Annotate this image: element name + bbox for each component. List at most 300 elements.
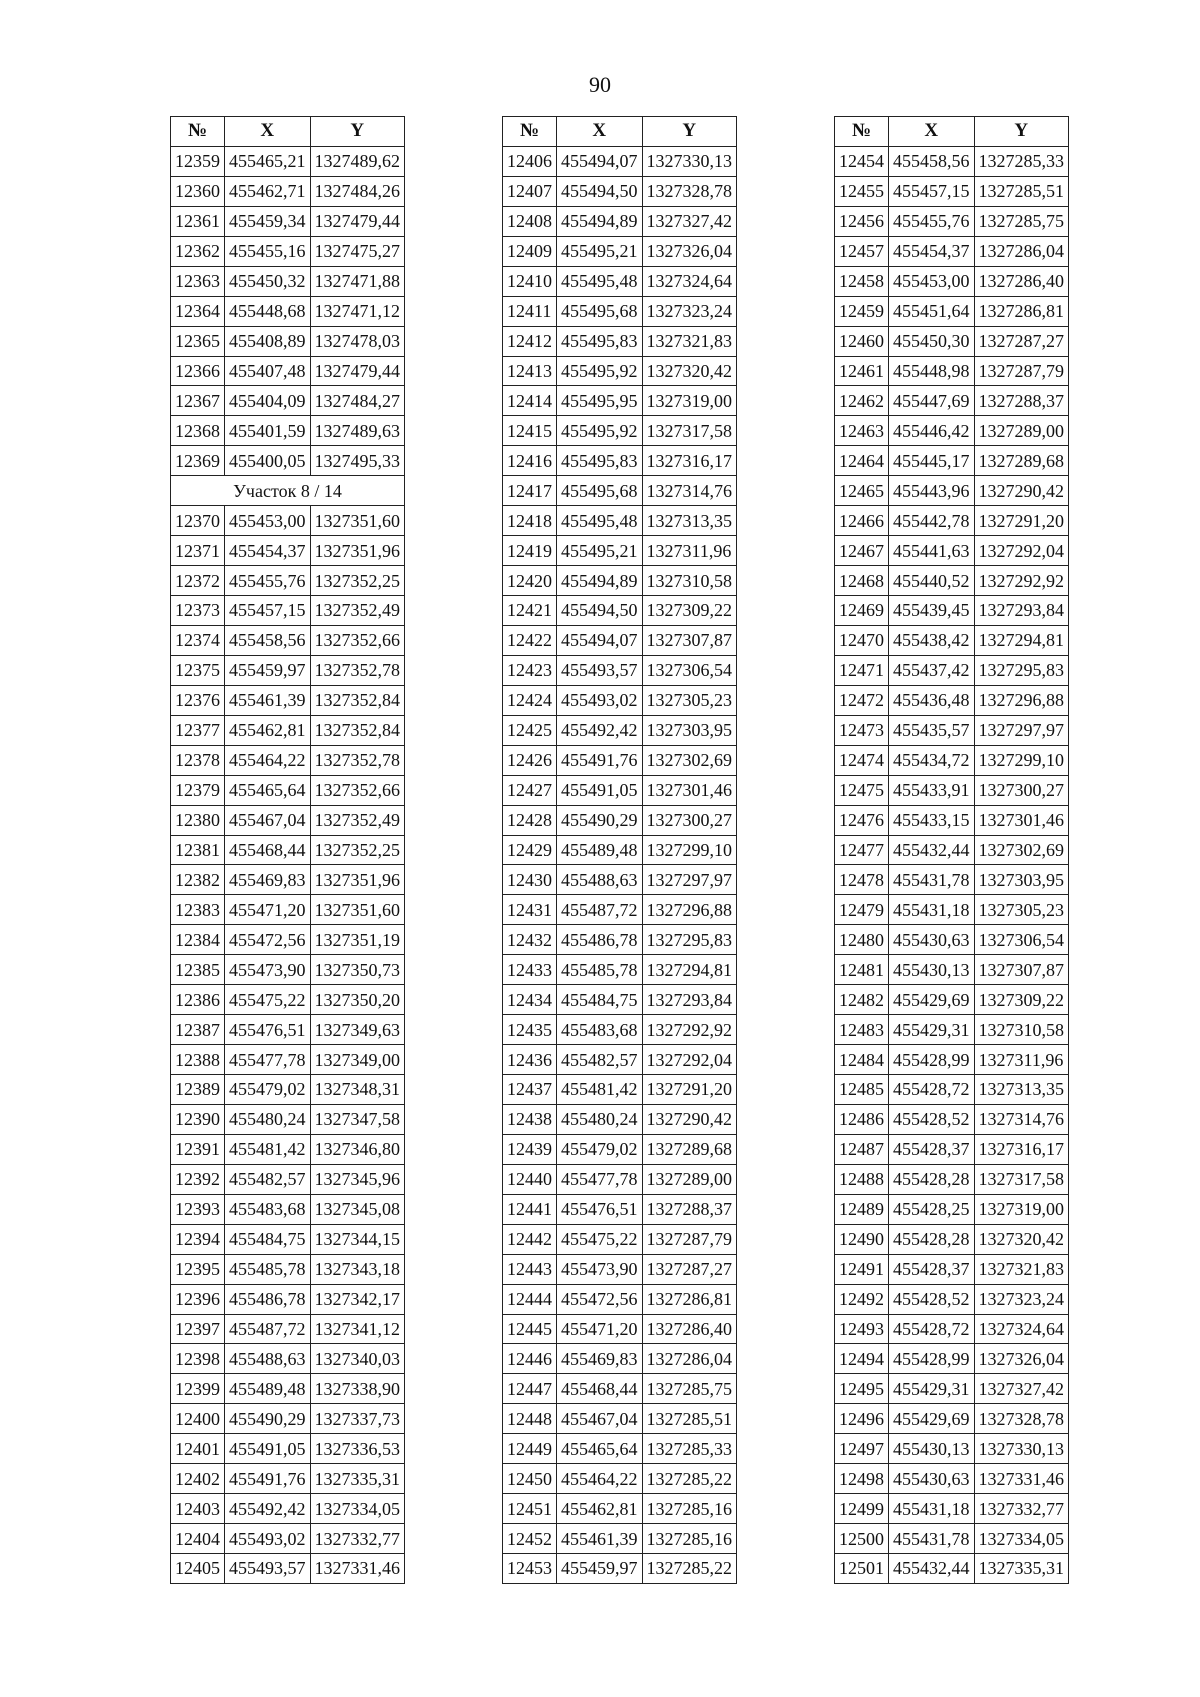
table-row	[171, 386, 405, 416]
table-row	[835, 476, 1069, 506]
header-number: №	[171, 117, 225, 147]
table-row	[503, 655, 737, 685]
table-row	[835, 1164, 1069, 1194]
y-coordinate-cell: 1327349,63	[310, 1015, 405, 1045]
x-coordinate-cell: 455462,81	[557, 1494, 643, 1524]
point-number-cell: 12482	[835, 985, 889, 1015]
x-coordinate-cell: 455429,69	[889, 985, 975, 1015]
point-number-cell: 12361	[171, 206, 225, 236]
y-coordinate-cell: 1327352,78	[310, 655, 405, 685]
x-coordinate-cell: 455430,13	[889, 1434, 975, 1464]
point-number-cell: 12388	[171, 1045, 225, 1075]
y-coordinate-cell: 1327326,04	[642, 236, 737, 266]
table-row	[835, 1464, 1069, 1494]
table-row	[171, 1494, 405, 1524]
table-row	[835, 1434, 1069, 1464]
x-coordinate-cell: 455491,76	[225, 1464, 311, 1494]
table-row	[503, 1254, 737, 1284]
point-number-cell: 12386	[171, 985, 225, 1015]
point-number-cell: 12360	[171, 176, 225, 206]
x-coordinate-cell: 455401,59	[225, 416, 311, 446]
table-row	[835, 236, 1069, 266]
x-coordinate-cell: 455453,00	[889, 266, 975, 296]
x-coordinate-cell: 455450,32	[225, 266, 311, 296]
table-row	[835, 835, 1069, 865]
y-coordinate-cell: 1327301,46	[974, 805, 1069, 835]
table-row	[503, 955, 737, 985]
point-number-cell: 12432	[503, 925, 557, 955]
y-coordinate-cell: 1327293,84	[642, 985, 737, 1015]
x-coordinate-cell: 455431,18	[889, 1494, 975, 1524]
y-coordinate-cell: 1327346,80	[310, 1134, 405, 1164]
x-coordinate-cell: 455471,20	[225, 895, 311, 925]
table-row	[503, 1224, 737, 1254]
y-coordinate-cell: 1327306,54	[974, 925, 1069, 955]
y-coordinate-cell: 1327301,46	[642, 775, 737, 805]
table-row	[503, 1374, 737, 1404]
table-row	[503, 536, 737, 566]
y-coordinate-cell: 1327286,81	[974, 296, 1069, 326]
y-coordinate-cell: 1327352,49	[310, 805, 405, 835]
table-row	[835, 596, 1069, 626]
point-number-cell: 12473	[835, 715, 889, 745]
table-row	[171, 236, 405, 266]
y-coordinate-cell: 1327292,04	[974, 536, 1069, 566]
x-coordinate-cell: 455492,42	[225, 1494, 311, 1524]
y-coordinate-cell: 1327349,00	[310, 1045, 405, 1075]
table-row	[503, 985, 737, 1015]
y-coordinate-cell: 1327479,44	[310, 206, 405, 236]
x-coordinate-cell: 455490,29	[557, 805, 643, 835]
y-coordinate-cell: 1327292,04	[642, 1045, 737, 1075]
table-row	[503, 625, 737, 655]
point-number-cell: 12484	[835, 1045, 889, 1075]
table-row	[171, 955, 405, 985]
point-number-cell: 12363	[171, 266, 225, 296]
table-row	[171, 835, 405, 865]
point-number-cell: 12398	[171, 1344, 225, 1374]
point-number-cell: 12454	[835, 146, 889, 176]
table-row	[171, 985, 405, 1015]
table-row	[835, 955, 1069, 985]
x-coordinate-cell: 455458,56	[889, 146, 975, 176]
point-number-cell: 12376	[171, 685, 225, 715]
x-coordinate-cell: 455457,15	[225, 596, 311, 626]
y-coordinate-cell: 1327287,79	[974, 356, 1069, 386]
point-number-cell: 12451	[503, 1494, 557, 1524]
table-row	[835, 356, 1069, 386]
table-header-row	[835, 117, 1069, 147]
y-coordinate-cell: 1327292,92	[642, 1015, 737, 1045]
x-coordinate-cell: 455495,48	[557, 266, 643, 296]
y-coordinate-cell: 1327309,22	[642, 596, 737, 626]
table-row	[835, 925, 1069, 955]
point-number-cell: 12415	[503, 416, 557, 446]
y-coordinate-cell: 1327338,90	[310, 1374, 405, 1404]
point-number-cell: 12463	[835, 416, 889, 446]
x-coordinate-cell: 455479,02	[557, 1134, 643, 1164]
table-row	[171, 895, 405, 925]
x-coordinate-cell: 455457,15	[889, 176, 975, 206]
table-row	[835, 775, 1069, 805]
x-coordinate-cell: 455494,50	[557, 176, 643, 206]
x-coordinate-cell: 455495,68	[557, 296, 643, 326]
table-row	[171, 1374, 405, 1404]
table-row	[503, 596, 737, 626]
table-row	[835, 1284, 1069, 1314]
y-coordinate-cell: 1327307,87	[974, 955, 1069, 985]
y-coordinate-cell: 1327294,81	[974, 625, 1069, 655]
x-coordinate-cell: 455400,05	[225, 446, 311, 476]
y-coordinate-cell: 1327319,00	[974, 1194, 1069, 1224]
x-coordinate-cell: 455495,92	[557, 416, 643, 446]
x-coordinate-cell: 455439,45	[889, 596, 975, 626]
table-row	[503, 506, 737, 536]
header-x: X	[557, 117, 643, 147]
table-row	[171, 1404, 405, 1434]
y-coordinate-cell: 1327286,04	[974, 236, 1069, 266]
y-coordinate-cell: 1327313,35	[974, 1075, 1069, 1105]
table-row	[503, 835, 737, 865]
point-number-cell: 12436	[503, 1045, 557, 1075]
table-row	[835, 176, 1069, 206]
point-number-cell: 12459	[835, 296, 889, 326]
table-header-row	[503, 117, 737, 147]
table-row	[503, 745, 737, 775]
x-coordinate-cell: 455482,57	[557, 1045, 643, 1075]
table-row	[171, 1314, 405, 1344]
x-coordinate-cell: 455428,72	[889, 1314, 975, 1344]
table-row	[171, 446, 405, 476]
y-coordinate-cell: 1327300,27	[642, 805, 737, 835]
x-coordinate-cell: 455495,68	[557, 476, 643, 506]
y-coordinate-cell: 1327286,04	[642, 1344, 737, 1374]
y-coordinate-cell: 1327285,33	[974, 146, 1069, 176]
point-number-cell: 12368	[171, 416, 225, 446]
y-coordinate-cell: 1327351,60	[310, 895, 405, 925]
y-coordinate-cell: 1327289,68	[974, 446, 1069, 476]
y-coordinate-cell: 1327350,73	[310, 955, 405, 985]
point-number-cell: 12449	[503, 1434, 557, 1464]
table-row	[503, 1015, 737, 1045]
point-number-cell: 12501	[835, 1554, 889, 1584]
x-coordinate-cell: 455493,02	[225, 1524, 311, 1554]
table-row	[835, 1254, 1069, 1284]
x-coordinate-cell: 455453,00	[225, 506, 311, 536]
y-coordinate-cell: 1327345,96	[310, 1164, 405, 1194]
x-coordinate-cell: 455434,72	[889, 745, 975, 775]
y-coordinate-cell: 1327285,16	[642, 1524, 737, 1554]
point-number-cell: 12389	[171, 1075, 225, 1105]
x-coordinate-cell: 455404,09	[225, 386, 311, 416]
table-row	[835, 1015, 1069, 1045]
table-row	[835, 625, 1069, 655]
x-coordinate-cell: 455477,78	[557, 1164, 643, 1194]
x-coordinate-cell: 455462,81	[225, 715, 311, 745]
table-row	[503, 805, 737, 835]
y-coordinate-cell: 1327316,17	[642, 446, 737, 476]
point-number-cell: 12419	[503, 536, 557, 566]
x-coordinate-cell: 455428,99	[889, 1045, 975, 1075]
point-number-cell: 12439	[503, 1134, 557, 1164]
x-coordinate-cell: 455461,39	[557, 1524, 643, 1554]
point-number-cell: 12431	[503, 895, 557, 925]
point-number-cell: 12447	[503, 1374, 557, 1404]
y-coordinate-cell: 1327342,17	[310, 1284, 405, 1314]
y-coordinate-cell: 1327324,64	[974, 1314, 1069, 1344]
point-number-cell: 12498	[835, 1464, 889, 1494]
x-coordinate-cell: 455461,39	[225, 685, 311, 715]
x-coordinate-cell: 455483,68	[225, 1194, 311, 1224]
table-row	[171, 1224, 405, 1254]
point-number-cell: 12492	[835, 1284, 889, 1314]
point-number-cell: 12384	[171, 925, 225, 955]
point-number-cell: 12392	[171, 1164, 225, 1194]
y-coordinate-cell: 1327289,00	[642, 1164, 737, 1194]
x-coordinate-cell: 455438,42	[889, 625, 975, 655]
y-coordinate-cell: 1327313,35	[642, 506, 737, 536]
x-coordinate-cell: 455491,05	[557, 775, 643, 805]
point-number-cell: 12446	[503, 1344, 557, 1374]
point-number-cell: 12485	[835, 1075, 889, 1105]
point-number-cell: 12382	[171, 865, 225, 895]
table-row	[171, 1344, 405, 1374]
point-number-cell: 12424	[503, 685, 557, 715]
table-row	[503, 236, 737, 266]
table-row	[503, 1314, 737, 1344]
point-number-cell: 12423	[503, 655, 557, 685]
table-row	[835, 715, 1069, 745]
table-row	[171, 1045, 405, 1075]
table-row	[171, 1524, 405, 1554]
y-coordinate-cell: 1327293,84	[974, 596, 1069, 626]
x-coordinate-cell: 455472,56	[225, 925, 311, 955]
point-number-cell: 12422	[503, 625, 557, 655]
y-coordinate-cell: 1327471,88	[310, 266, 405, 296]
point-number-cell: 12410	[503, 266, 557, 296]
table-row	[171, 536, 405, 566]
point-number-cell: 12478	[835, 865, 889, 895]
point-number-cell: 12390	[171, 1104, 225, 1134]
y-coordinate-cell: 1327309,22	[974, 985, 1069, 1015]
x-coordinate-cell: 455493,57	[225, 1554, 311, 1584]
point-number-cell: 12362	[171, 236, 225, 266]
x-coordinate-cell: 455494,50	[557, 596, 643, 626]
point-number-cell: 12430	[503, 865, 557, 895]
y-coordinate-cell: 1327327,42	[974, 1374, 1069, 1404]
table-row	[835, 1134, 1069, 1164]
x-coordinate-cell: 455490,29	[225, 1404, 311, 1434]
y-coordinate-cell: 1327334,05	[310, 1494, 405, 1524]
table-row	[503, 326, 737, 356]
header-y: Y	[310, 117, 405, 147]
y-coordinate-cell: 1327306,54	[642, 655, 737, 685]
table-row	[171, 1194, 405, 1224]
point-number-cell: 12460	[835, 326, 889, 356]
table-row	[503, 146, 737, 176]
x-coordinate-cell: 455468,44	[557, 1374, 643, 1404]
x-coordinate-cell: 455436,48	[889, 685, 975, 715]
point-number-cell: 12470	[835, 625, 889, 655]
table-row	[503, 1494, 737, 1524]
x-coordinate-cell: 455485,78	[225, 1254, 311, 1284]
point-number-cell: 12493	[835, 1314, 889, 1344]
point-number-cell: 12489	[835, 1194, 889, 1224]
point-number-cell: 12374	[171, 625, 225, 655]
y-coordinate-cell: 1327323,24	[642, 296, 737, 326]
table-row	[171, 745, 405, 775]
y-coordinate-cell: 1327351,96	[310, 536, 405, 566]
y-coordinate-cell: 1327285,22	[642, 1464, 737, 1494]
point-number-cell: 12371	[171, 536, 225, 566]
x-coordinate-cell: 455475,22	[225, 985, 311, 1015]
point-number-cell: 12379	[171, 775, 225, 805]
point-number-cell: 12458	[835, 266, 889, 296]
point-number-cell: 12421	[503, 596, 557, 626]
y-coordinate-cell: 1327299,10	[642, 835, 737, 865]
y-coordinate-cell: 1327285,33	[642, 1434, 737, 1464]
x-coordinate-cell: 455487,72	[225, 1314, 311, 1344]
point-number-cell: 12474	[835, 745, 889, 775]
y-coordinate-cell: 1327316,17	[974, 1134, 1069, 1164]
table-row	[171, 715, 405, 745]
x-coordinate-cell: 455494,07	[557, 146, 643, 176]
x-coordinate-cell: 455495,83	[557, 446, 643, 476]
table-row	[835, 146, 1069, 176]
y-coordinate-cell: 1327489,63	[310, 416, 405, 446]
x-coordinate-cell: 455464,22	[225, 745, 311, 775]
point-number-cell: 12462	[835, 386, 889, 416]
y-coordinate-cell: 1327332,77	[974, 1494, 1069, 1524]
y-coordinate-cell: 1327341,12	[310, 1314, 405, 1344]
y-coordinate-cell: 1327343,18	[310, 1254, 405, 1284]
table-row	[503, 176, 737, 206]
table-row	[171, 506, 405, 536]
table-row	[171, 1254, 405, 1284]
y-coordinate-cell: 1327321,83	[642, 326, 737, 356]
point-number-cell: 12394	[171, 1224, 225, 1254]
x-coordinate-cell: 455491,76	[557, 745, 643, 775]
point-number-cell: 12443	[503, 1254, 557, 1284]
table-row	[835, 655, 1069, 685]
table-row	[171, 1434, 405, 1464]
y-coordinate-cell: 1327352,25	[310, 566, 405, 596]
point-number-cell: 12453	[503, 1554, 557, 1584]
x-coordinate-cell: 455428,28	[889, 1224, 975, 1254]
point-number-cell: 12469	[835, 596, 889, 626]
x-coordinate-cell: 455479,02	[225, 1075, 311, 1105]
x-coordinate-cell: 455465,21	[225, 146, 311, 176]
point-number-cell: 12383	[171, 895, 225, 925]
y-coordinate-cell: 1327484,26	[310, 176, 405, 206]
y-coordinate-cell: 1327302,69	[642, 745, 737, 775]
point-number-cell: 12369	[171, 446, 225, 476]
y-coordinate-cell: 1327471,12	[310, 296, 405, 326]
table-row	[835, 1075, 1069, 1105]
table-row	[835, 446, 1069, 476]
x-coordinate-cell: 455429,31	[889, 1374, 975, 1404]
x-coordinate-cell: 455492,42	[557, 715, 643, 745]
x-coordinate-cell: 455471,20	[557, 1314, 643, 1344]
x-coordinate-cell: 455428,25	[889, 1194, 975, 1224]
table-row	[835, 1494, 1069, 1524]
point-number-cell: 12364	[171, 296, 225, 326]
x-coordinate-cell: 455489,48	[225, 1374, 311, 1404]
point-number-cell: 12399	[171, 1374, 225, 1404]
y-coordinate-cell: 1327336,53	[310, 1434, 405, 1464]
y-coordinate-cell: 1327335,31	[974, 1554, 1069, 1584]
y-coordinate-cell: 1327344,15	[310, 1224, 405, 1254]
y-coordinate-cell: 1327300,27	[974, 775, 1069, 805]
point-number-cell: 12448	[503, 1404, 557, 1434]
point-number-cell: 12391	[171, 1134, 225, 1164]
y-coordinate-cell: 1327295,83	[974, 655, 1069, 685]
y-coordinate-cell: 1327287,27	[642, 1254, 737, 1284]
point-number-cell: 12406	[503, 146, 557, 176]
point-number-cell: 12395	[171, 1254, 225, 1284]
table-row	[171, 1554, 405, 1584]
header-y: Y	[974, 117, 1069, 147]
table-row	[503, 1194, 737, 1224]
point-number-cell: 12450	[503, 1464, 557, 1494]
x-coordinate-cell: 455489,48	[557, 835, 643, 865]
table-row	[171, 596, 405, 626]
x-coordinate-cell: 455454,37	[225, 536, 311, 566]
y-coordinate-cell: 1327337,73	[310, 1404, 405, 1434]
table-row	[503, 1045, 737, 1075]
table-row	[503, 1134, 737, 1164]
point-number-cell: 12444	[503, 1284, 557, 1314]
point-number-cell: 12468	[835, 566, 889, 596]
y-coordinate-cell: 1327296,88	[642, 895, 737, 925]
x-coordinate-cell: 455468,44	[225, 835, 311, 865]
table-row	[171, 296, 405, 326]
x-coordinate-cell: 455467,04	[225, 805, 311, 835]
y-coordinate-cell: 1327305,23	[974, 895, 1069, 925]
y-coordinate-cell: 1327310,58	[642, 566, 737, 596]
point-number-cell: 12433	[503, 955, 557, 985]
y-coordinate-cell: 1327350,20	[310, 985, 405, 1015]
header-y: Y	[642, 117, 737, 147]
table-row	[171, 1104, 405, 1134]
x-coordinate-cell: 455469,83	[557, 1344, 643, 1374]
table-row	[503, 266, 737, 296]
table-row	[503, 206, 737, 236]
point-number-cell: 12412	[503, 326, 557, 356]
point-number-cell: 12442	[503, 1224, 557, 1254]
y-coordinate-cell: 1327332,77	[310, 1524, 405, 1554]
y-coordinate-cell: 1327288,37	[642, 1194, 737, 1224]
y-coordinate-cell: 1327334,05	[974, 1524, 1069, 1554]
table-row	[503, 1404, 737, 1434]
x-coordinate-cell: 455428,52	[889, 1104, 975, 1134]
y-coordinate-cell: 1327331,46	[310, 1554, 405, 1584]
y-coordinate-cell: 1327297,97	[642, 865, 737, 895]
table-row	[171, 326, 405, 356]
x-coordinate-cell: 455483,68	[557, 1015, 643, 1045]
x-coordinate-cell: 455486,78	[557, 925, 643, 955]
y-coordinate-cell: 1327351,60	[310, 506, 405, 536]
table-row	[835, 1224, 1069, 1254]
y-coordinate-cell: 1327320,42	[642, 356, 737, 386]
table-row	[171, 356, 405, 386]
y-coordinate-cell: 1327328,78	[642, 176, 737, 206]
x-coordinate-cell: 455430,63	[889, 925, 975, 955]
x-coordinate-cell: 455432,44	[889, 1554, 975, 1584]
table-row	[835, 1045, 1069, 1075]
y-coordinate-cell: 1327351,96	[310, 865, 405, 895]
y-coordinate-cell: 1327290,42	[642, 1104, 737, 1134]
